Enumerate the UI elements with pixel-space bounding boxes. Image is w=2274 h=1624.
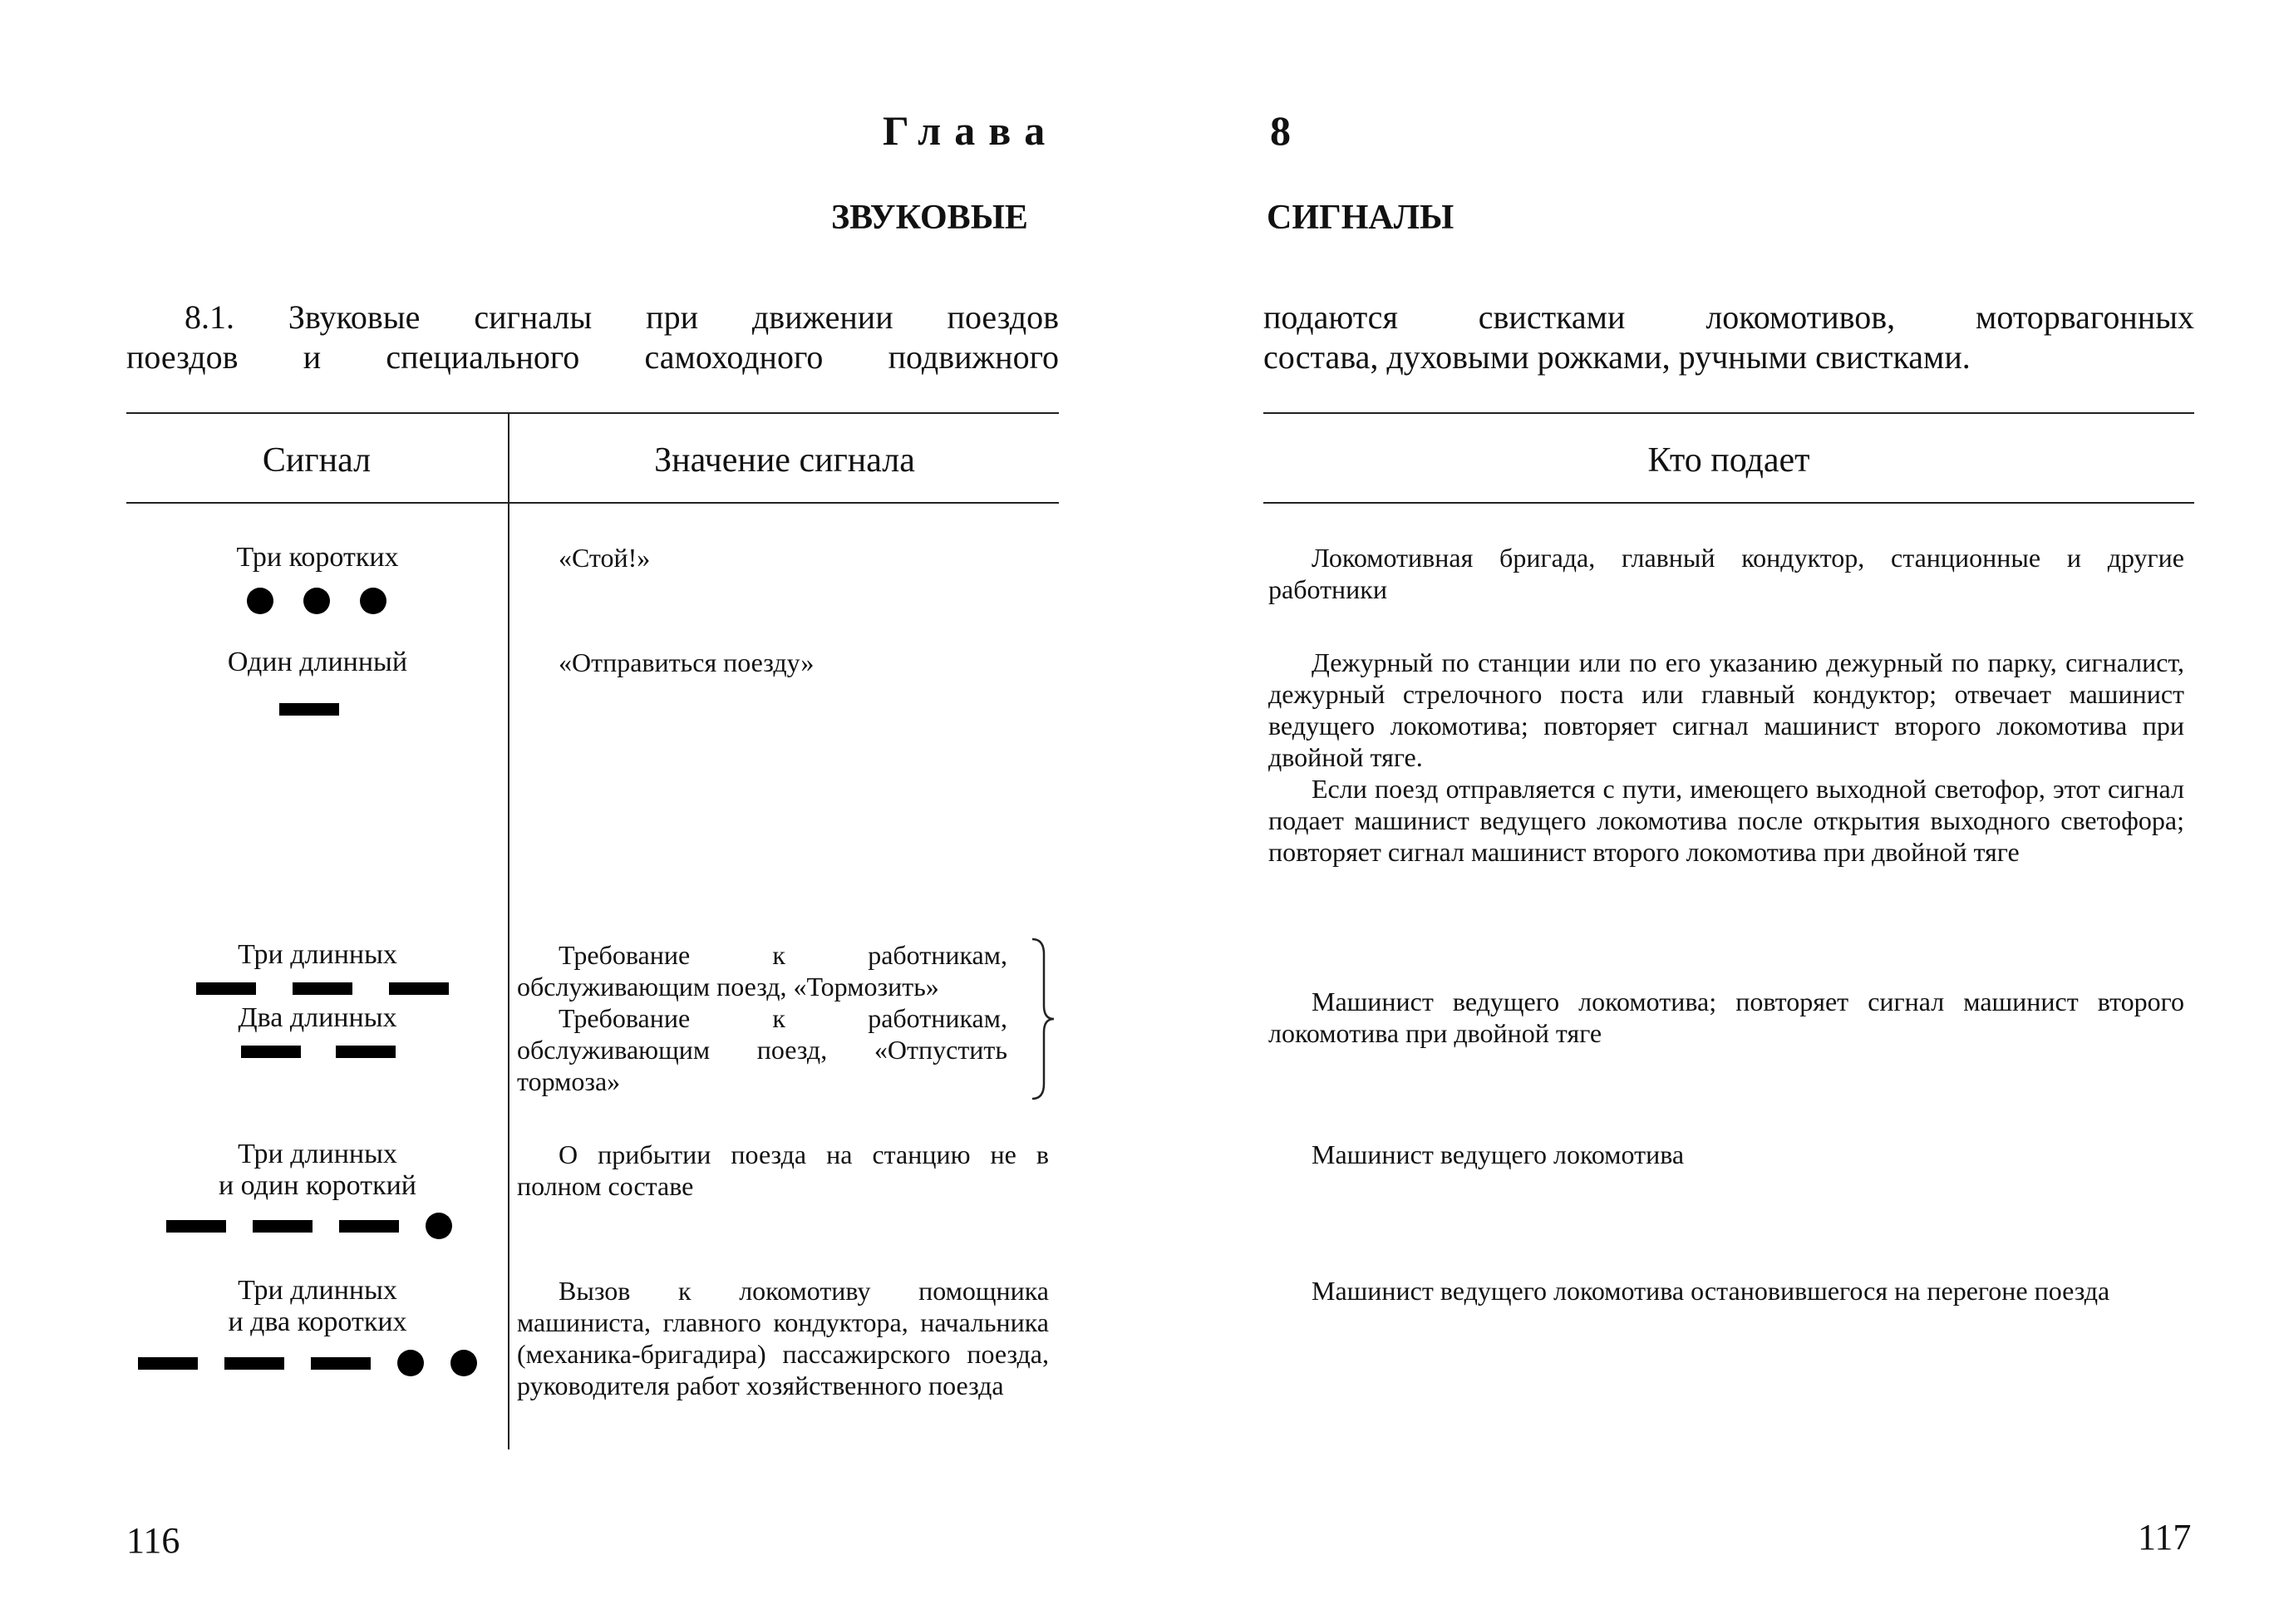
signal-label: и два коротких [228, 1307, 407, 1337]
signal-meaning: О прибытии поезда на станцию не в полном составе [517, 1139, 1049, 1201]
brace-bracket [1027, 937, 1061, 1100]
signal-pattern [196, 982, 449, 995]
chapter-number: 8 [1270, 107, 1304, 154]
signal-who: Машинист ведущего локомотива; повторяет сигнал машинист второго локомотива при двойной тяге [1268, 987, 2184, 1048]
signal-label: Три длинных [238, 1275, 397, 1306]
signal-pattern [241, 1046, 396, 1058]
signal-meaning: Вызов к локомотиву помощника машиниста, главного кондуктора, начальника (механика-бригадира) пассажирского поезда, руководителя работ хозяйственного поезда [517, 1276, 1049, 1400]
long-signal-dash [196, 982, 256, 995]
signal-label: и один короткий [218, 1170, 417, 1201]
long-signal-dash [166, 1220, 226, 1233]
header-meaning: Значение сигнала [654, 441, 915, 480]
table-header-rule-right [1263, 502, 2194, 504]
chapter-title-left: ЗВУКОВЫЕ [831, 199, 1028, 237]
intro-left-line1: 8.1. Звуковые сигналы при движении поездов [185, 298, 1059, 336]
long-signal-dash [241, 1046, 301, 1058]
short-signal-dot [450, 1350, 477, 1376]
page-number-left: 116 [126, 1520, 180, 1561]
table-header-rule-left [126, 502, 1059, 504]
long-signal-dash [253, 1220, 313, 1233]
signal-who: Машинист ведущего локомотива [1312, 1139, 1685, 1169]
long-signal-dash [138, 1357, 198, 1370]
signal-label: Два длинных [238, 1002, 397, 1033]
long-signal-dash [336, 1046, 396, 1058]
signal-who: Локомотивная бригада, главный кондуктор, станционные и другие работники [1268, 543, 2184, 604]
signal-who: Машинист ведущего локомотива остановившегося на перегоне поезда [1312, 1276, 2110, 1306]
long-signal-dash [293, 982, 352, 995]
header-who: Кто подает [1647, 441, 1810, 480]
signal-who: Дежурный по станции или по его указанию дежурный по парку, сигналист, дежурный стрелочного поста или главный кондуктор; отвечает машинист ведущего локомотива; повторяет сигнал машинист второго локомотива при двойной тяге. [1268, 647, 2184, 772]
signal-label: Три коротких [236, 542, 399, 573]
short-signal-dot [397, 1350, 424, 1376]
intro-right-line2: состава, духовыми рожками, ручными свистками. [1263, 338, 1971, 376]
short-signal-dot [247, 588, 273, 614]
signal-meaning: «Отправиться поезду» [559, 647, 815, 677]
long-signal-dash [339, 1220, 399, 1233]
signal-meaning: Требование к работникам, обслуживающим поезд, «Отпустить тормоза» [517, 1003, 1007, 1096]
short-signal-dot [426, 1213, 452, 1239]
signal-pattern [138, 1350, 477, 1376]
short-signal-dot [360, 588, 386, 614]
signal-label: Один длинный [227, 647, 408, 677]
signal-pattern [166, 1213, 452, 1239]
long-signal-dash [279, 703, 339, 716]
long-signal-dash [389, 982, 449, 995]
long-signal-dash [311, 1357, 371, 1370]
signal-label: Три длинных [238, 1139, 397, 1169]
signal-who: Если поезд отправляется с пути, имеющего выходной светофор, этот сигнал подает машинист ведущего локомотива после открытия выходного светофора; повторяет сигнал машинист второго локомотива при двойной тяге [1268, 774, 2184, 867]
short-signal-dot [303, 588, 330, 614]
signal-pattern [279, 703, 339, 716]
chapter-title-right: СИГНАЛЫ [1267, 199, 1454, 237]
table-top-rule-right [1263, 412, 2194, 414]
signal-meaning: Требование к работникам, обслуживающим поезд, «Тормозить» [517, 940, 1007, 1001]
signal-pattern [247, 588, 386, 614]
intro-left-line2: поездов и специального самоходного подвижного [126, 338, 1059, 376]
long-signal-dash [224, 1357, 284, 1370]
header-signal: Сигнал [262, 441, 372, 480]
signal-label: Три длинных [238, 939, 397, 970]
chapter-word: Глава [883, 107, 1059, 154]
table-top-rule-left [126, 412, 1059, 414]
intro-right-line1: подаются свистками локомотивов, моторвагонных [1263, 298, 2194, 336]
signal-meaning: «Стой!» [559, 543, 651, 573]
page-number-right: 117 [2138, 1517, 2192, 1558]
